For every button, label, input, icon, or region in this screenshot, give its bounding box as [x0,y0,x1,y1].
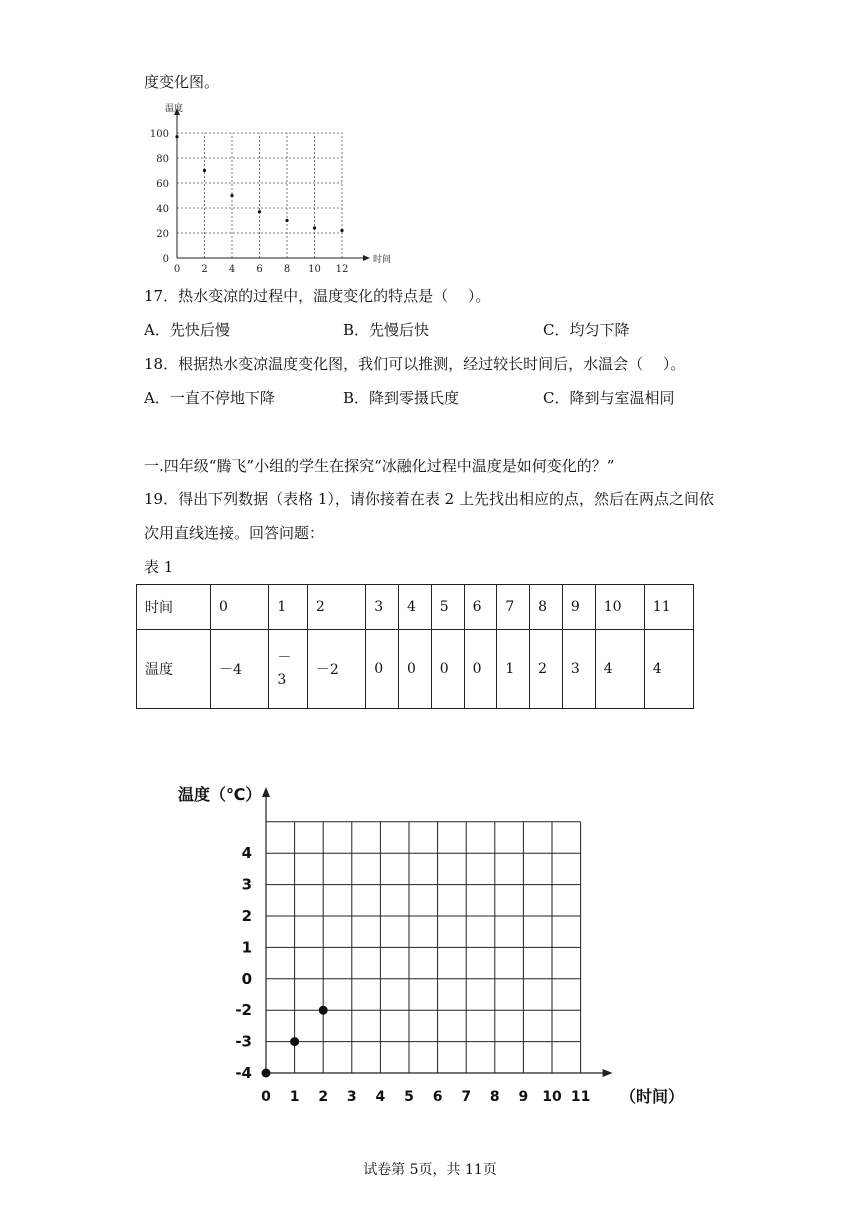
table-row-time [137,585,694,630]
y-axis-arrow [262,787,270,797]
y-tick-label: 80 [156,154,169,165]
data-point [340,229,343,232]
y-tick-label: -3 [235,1032,252,1051]
q19-line-1: 19．得出下列数据（表格 1），请你接着在表 2 上先找出相应的点，然后在两点之间依 [144,490,714,508]
table-cell: 3 [366,585,399,630]
x-tick-label: 3 [346,1089,357,1105]
table-cell: 2 [530,630,563,709]
x-tick-label: 2 [201,264,208,273]
data-point [262,1069,271,1078]
data-point [313,226,316,229]
table-cell: 0 [211,585,269,630]
table-cell-text: － 3 [277,650,292,688]
y-tick-label: 40 [156,204,169,215]
q19-line-2: 次用直线连接。回答问题： [144,524,325,542]
table-cell: 9 [562,585,595,630]
x-tick-label: 10 [542,1089,562,1105]
x-tick-label: 11 [570,1089,591,1105]
table-cell: 3 [562,630,595,709]
x-tick-label: 0 [261,1089,271,1105]
table-cell: 10 [595,585,644,630]
q17-option-b: B．先慢后快 [343,321,430,339]
q18-stem: 18．根据热水变凉温度变化图，我们可以推测，经过较长时间后，水温会（ ）。 [144,355,686,373]
table-cell: 2 [307,585,365,630]
y-tick-label: 20 [156,229,169,240]
data-point [319,1006,328,1015]
table-cell: 11 [644,585,693,630]
data-point [258,210,261,213]
intro-fragment: 度变化图。 [144,73,220,91]
x-tick-label: 12 [335,264,349,273]
x-tick-label: 4 [375,1089,386,1105]
table-cell: 7 [497,585,530,630]
y-tick-label: 100 [149,129,169,140]
table-header-temperature: 温度 [137,630,211,709]
y-tick-label: 2 [241,907,252,925]
table-cell: 0 [431,630,464,709]
x-tick-label: 1 [289,1089,300,1105]
table-cell: 1 [269,585,307,630]
data-table-1 [136,584,694,709]
y-tick-label: 0 [241,969,252,988]
x-axis-arrow [603,1069,613,1077]
y-tick-label: -4 [235,1064,252,1082]
table-header-time: 时间 [137,585,211,630]
data-point [290,1037,299,1046]
x-tick-label: 8 [489,1089,500,1105]
table-cell: 0 [464,630,497,709]
table-cell: 4 [595,630,644,709]
q17-stem: 17．热水变凉的过程中，温度变化的特点是（ ）。 [144,287,491,305]
y-tick-label: -2 [235,1001,252,1020]
x-tick-label: 9 [518,1089,529,1105]
x-tick-label: 8 [283,264,291,273]
page-footer: 试卷第 5页，共 11页 [363,1162,497,1178]
table-row-temperature [137,630,694,709]
table-cell: 6 [464,585,497,630]
q17-option-c: C．均匀下降 [543,321,630,339]
data-point [230,194,233,197]
y-axis-label: 温度 [165,104,184,114]
y-tick-label: 1 [241,938,252,957]
table-cell: 0 [399,630,432,709]
cooling-chart [140,98,410,273]
x-tick-label: 5 [404,1089,414,1105]
table-cell [269,630,307,709]
y-tick-label: 0 [162,254,169,265]
data-point [175,135,178,138]
x-axis-label: 时间 [373,255,392,265]
x-tick-label: 0 [173,264,181,273]
x-tick-label: 7 [461,1089,472,1105]
y-tick-label: 4 [241,844,252,863]
table-cell: 5 [431,585,464,630]
table-caption: 表 1 [144,558,174,576]
table-cell: 4 [399,585,432,630]
x-axis-arrow [363,255,370,261]
section-heading: 一.四年级“腾飞”小组的学生在探究“冰融化过程中温度是如何变化的？” [144,457,615,475]
x-tick-label: 6 [256,264,263,273]
x-axis-label: （时间） [620,1087,685,1106]
table-cell: 4 [644,630,693,709]
data-point [285,219,288,222]
table-cell: －4 [211,630,269,709]
q18-option-a: A．一直不停地下降 [144,389,275,407]
table-cell: 8 [530,585,563,630]
table-cell: 0 [366,630,399,709]
q18-option-b: B．降到零摄氏度 [343,389,460,407]
x-tick-label: 6 [432,1089,443,1105]
q17-option-a: A．先快后慢 [144,321,230,339]
x-tick-label: 4 [228,264,236,273]
ice-melting-chart [170,775,690,1115]
q18-option-c: C．降到与室温相同 [543,389,675,407]
y-axis-label: 温度（℃） [178,785,262,804]
table-cell: 1 [497,630,530,709]
x-tick-label: 2 [318,1089,329,1105]
x-tick-label: 10 [308,264,321,273]
data-point [203,169,206,172]
y-tick-label: 60 [156,179,169,190]
table-cell: －2 [307,630,365,709]
y-tick-label: 3 [241,875,252,894]
